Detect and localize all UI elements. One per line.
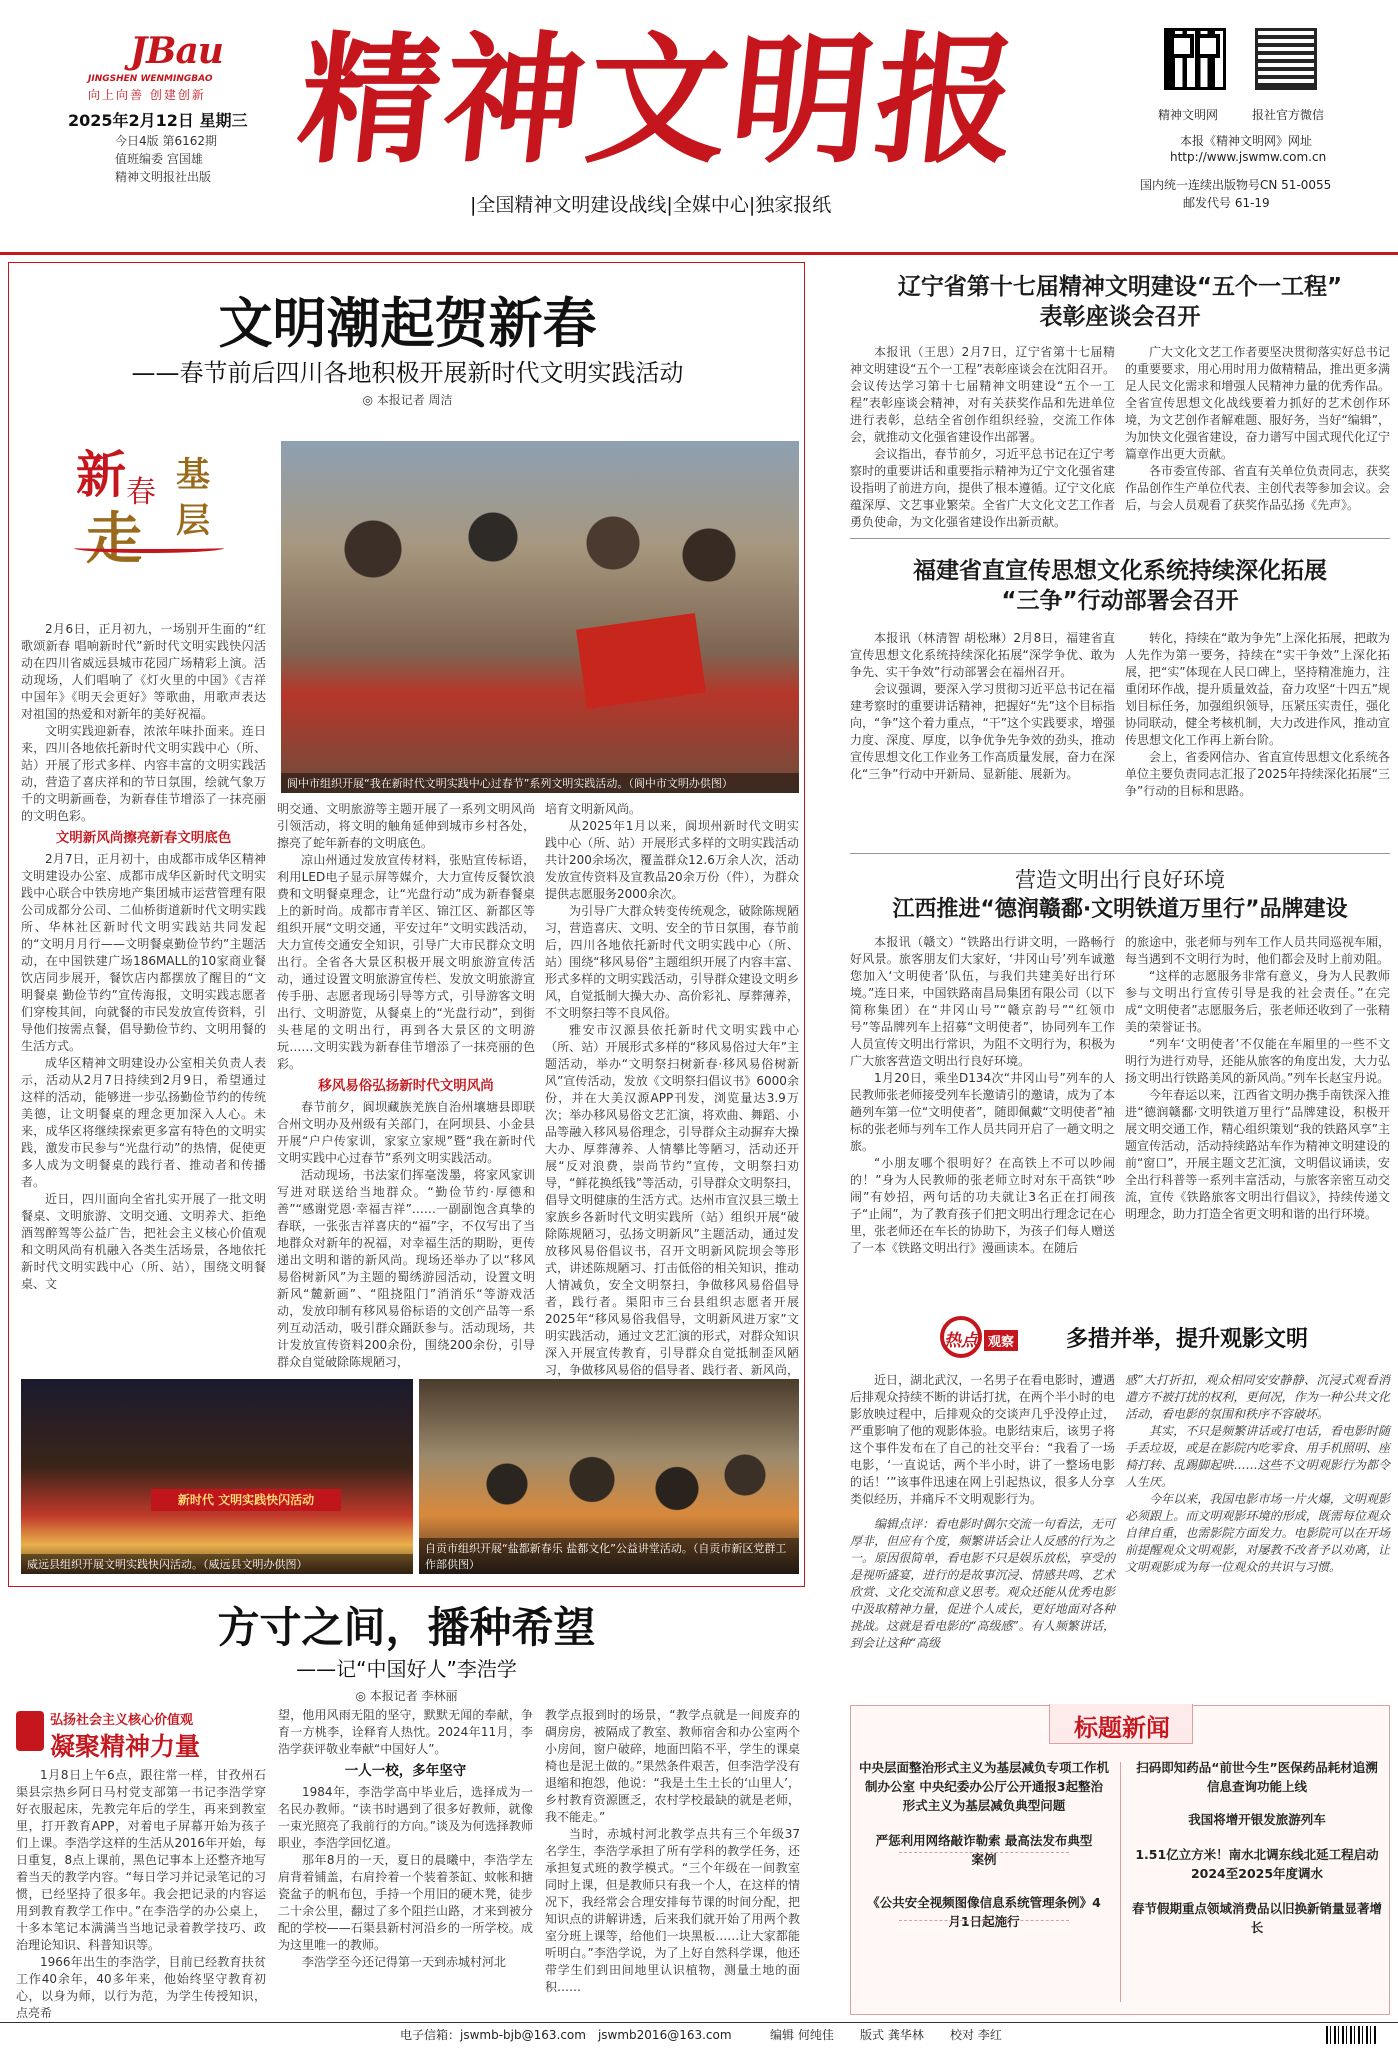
news-para: 会上，省委网信办、省直宣传思想文化系统各单位主要负责同志汇报了2025年持续深化拓展“三争”行动的目标和思路。 (1125, 750, 1390, 798)
news-jiangxi-title: 江西推进“德润赣鄱·文明铁道万里行”品牌建设 (892, 897, 1348, 922)
feature-para: 那年8月的一天，夏日的晨曦中，李浩学左肩背着铺盖，右肩拎着一个装着茶缸、蚊帐和搪瓷盆子的帆布包，手持一个用旧的硬木凳，徒步二十余公里，翻过了多个阻拦山路，才来到被分配的学校——石渠县新村河沿乡的一所学校。成为这里唯一的教师。 (278, 1853, 533, 1952)
feature-byline: ◎ 本报记者 李林丽 (355, 1689, 458, 1703)
lead-col-2 (277, 801, 535, 1371)
photo-red-couplets (576, 613, 706, 709)
news-jiangxi (850, 860, 1390, 1312)
lead-title: 文明潮起贺新春 (218, 291, 597, 355)
lead-para: 为引导广大群众转变传统观念，破除陈规陋习，营造喜庆、文明、安全的节日氛围，春节前后，四川各地依托新时代文明实践中心（所、站）围绕“移风易俗”主题组织开展了内容丰富、形式多样的文明实践活动，引导群众建设文明乡风，自觉抵制大操大办、高价彩礼、厚葬薄养，不文明祭扫等不良风俗。 (545, 904, 799, 1020)
photo-lecture (419, 1379, 799, 1574)
brief-item[interactable]: 扫码即知药品“前世今生”医保药品耗材追溯信息查询功能上线 (1136, 1760, 1378, 1794)
lead-para: 近日，四川面向全省扎实开展了一批文明餐桌、文明旅游、文明交通、文明养犬、拒绝酒驾醉驾等公益广告，把社会主义核心价值观和文明风尚有机融入各类生活场景，各地依托新时代文明实践中心（所、站），围绕文明餐桌、文 (21, 1192, 266, 1291)
lead-para: 明交通、文明旅游等主题开展了一系列文明风尚引领活动，将文明的触角延伸到城市乡村各处，擦亮了蛇年新春的文明底色。 (277, 802, 535, 850)
feature-col-1 (16, 1767, 266, 2020)
brief-item[interactable]: 春节假期重点领域消费品以旧换新销量显著增长 (1131, 1901, 1382, 1935)
comment-editorial: 其实，不只是频繁讲话或打电话，看电影时随手丢垃圾，或是在影院内吃零食、用手机照明、座椅打转、乱踢脚起哄……这些不文明观影行为都令人生厌。 (1125, 1424, 1390, 1489)
lead-subtitle: ——春节前后四川各地积极开展新时代文明实践活动 (131, 359, 684, 387)
comment-col-1 (850, 1372, 1115, 1702)
news-liaoning (850, 262, 1390, 530)
briefs-vrule (1120, 1762, 1121, 2002)
feature-para: 当时，赤城村河北教学点共有三个年级37名学生，李浩学承担了所有学科的教学任务，还承担复式班的教学模式。“三个年级在一间教室同时上课，但是教师只有我一个人，在这样的情况下，我经常会合理安排每节课的时间分配，把知识点的讲解讲透，后来我们就开始了用两个教室分班上课等，给他们一块黑板……让大家都能听明白。”李浩学说，为了上好自然科学课，他还带学生们到田间地里认识植物，测量土地的面积…… (545, 1827, 800, 1994)
news-jiangxi-col-1 (850, 934, 1115, 1310)
feature-para: 1月8日上午6点，跟往常一样，甘孜州石渠县宗热乡阿日马村党支部第一书记李浩学穿好衣服起床，先教完年后的学生，再来到教室里，打开教育APP，对着电子屏幕开始为孩子们上课。李浩学这样的生活从2016年开始，每日重复，8点上课前，黑色记事本上还整齐地写着当天的教学内容。“每日学习并记录笔记的习惯，已经坚持了很多年。我会把记录的内容运用到教育教学工作中。”在李浩学的办公桌上，十多本笔记本满满当当地记录着教学技巧、政治理论知识、科普知识等。 (16, 1768, 266, 1952)
logo-mark: JBau (130, 30, 223, 72)
news-fujian (850, 546, 1390, 846)
lead-para: 凉山州通过发放宣传材料，张贴宣传标语，利用LED电子显示屏等媒介，大力宣传反餐饮浪费和文明餐桌理念，让“光盘行动”成为新春餐桌上的新时尚。成都市青羊区、锦江区、新都区等组织开展“文明交通，平安过年”文明实践活动，大力宣传交通安全知识，引导广大市民群众文明出行。全省各大景区积极开展文明旅游宣传活动，通过设置文明旅游宣传栏、发放文明旅游宣传手册、志愿者现场引导等方式，引导游客文明出行、文明游览，从餐桌上的“光盘行动”，到街头巷尾的文明出行，再到各大景区的文明游玩……文明实践为新春佳节增添了一抹亮丽的色彩。 (277, 853, 535, 1071)
lead-subhead-2: 移风易俗弘扬新时代文明风尚 (318, 1078, 494, 1094)
lead-para: 文明实践迎新春，浓浓年味扑面来。连日来，四川各地依托新时代文明实践中心（所、站）开展了形式多样、内容丰富的文明实践活动，营造了喜庆祥和的节日氛围，绘就气象万千的文明新画卷，为新春佳节增添了一抹亮丽的文明色彩。 (21, 724, 266, 823)
website-label: 本报《精神文明网》网址 (1180, 134, 1313, 148)
news-liaoning-title-1: 辽宁省第十七届精神文明建设“五个一工程” (897, 274, 1343, 300)
briefs-right (1131, 1758, 1383, 2008)
lead-col-3 (545, 801, 799, 1377)
brief-item[interactable]: 1.51亿立方米！南水北调东线北延工程启动2024至2025年度调水 (1135, 1847, 1379, 1881)
divider (850, 538, 1390, 539)
badge-char-2: 春 (126, 475, 156, 510)
lead-para: 成华区精神文明建设办公室相关负责人表示，活动从2月7日持续到2月9日，希望通过这样的活动，能够进一步弘扬勤俭节约的传统美德，让文明餐桌的理念更加深入人心。未来，成华区将继续探索更多富有特色的文明实践，激发市民参与“光盘行动”的热情，促使更多人成为文明餐桌的践行者、推动者和传播者。 (21, 1056, 266, 1189)
news-para: 会议指出，春节前夕，习近平总书记在辽宁考察时的重要讲话和重要指示精神为辽宁文化强省建设指明了前进方向，提供了根本遵循。辽宁文化底蕴深厚、文艺事业繁荣。全省广大文化文艺工作者勇负使命，为文化强省建设作出新贡献。 (850, 447, 1115, 529)
masthead-rule (0, 252, 1398, 255)
byline-text: 本报记者 周洁 (376, 393, 453, 407)
lead-col-1 (21, 621, 266, 1371)
news-para: “这样的志愿服务非常有意义，身为人民教师参与文明出行宣传引导是我的社会责任。”在完成“文明使者”志愿服务后，张老师还收到了一张精美的荣誉证书。 (1125, 969, 1390, 1034)
lead-byline: ◎ 本报记者 周洁 (362, 393, 453, 407)
photo-children (439, 1439, 779, 1529)
footer-layout: 版式 龚华林 (860, 2028, 924, 2042)
brief-item[interactable]: 《公共安全视频图像信息系统管理条例》4月1日起施行 (867, 1895, 1101, 1929)
news-para: 会议强调，要深入学习贯彻习近平总书记在福建考察时的重要讲话精神，把握好“先”这个目标指向，“争”这个着力重点，“干”这个实践要求，增强力度、深度、厚度，以争优争先争效的劲头，推动宣传思想文化工作业务工作高质量发展，奋力在深化“三争”行动中开新局、显新能、展新为。 (850, 682, 1115, 781)
feature-para: 李浩学至今还记得第一天到赤城村河北 (302, 1955, 507, 1969)
news-fujian-title-1: 福建省直宣传思想文化系统持续深化拓展 (913, 558, 1327, 584)
nav-item-media[interactable]: 全媒中心 (672, 194, 749, 216)
newspaper-title: 精神文明报 (291, 19, 1029, 183)
briefs-left (859, 1758, 1109, 2008)
photo-crowd (301, 501, 781, 621)
news-para: 本报讯（赣文）“铁路出行讲文明，一路畅行好风景。旅客朋友们大家好，‘井冈山号’列车诚邀您加入‘文明使者’队伍，与我们共建美好出行环境。”连日来，中国铁路南昌局集团有限公司（以下简称集团）在“井冈山号”“赣京韵号”“红领巾号”等品牌列车上招募“文明使者”，协同列车工作人员宣传文明出行常识，为阻不文明行为，积极为广大旅客营造文明出行良好环境。 (850, 935, 1115, 1068)
footer-proof: 校对 李红 (950, 2028, 1002, 2042)
qr-wechat-label: 报社官方微信 (1252, 108, 1325, 122)
feature-para: 1984年，李浩学高中毕业后，选择成为一名民办教师。“读书时遇到了很多好教师，就像一束光照亮了我前行的方向。”谈及为何选择教师职业，李浩学回忆道。 (278, 1785, 533, 1850)
qr-code-wechat[interactable] (1255, 28, 1317, 90)
nav-divider: | (470, 194, 477, 216)
feature-para: 1966年出生的李浩学，目前已经教育扶贫工作40余年，40多年来，他始终坚守教育初心，以身为师，以行为范，为学生传授知识，点亮希 (16, 1955, 266, 2020)
footer-editor: 编辑 何纯佳 (770, 2028, 834, 2042)
photo-calligraphy (281, 441, 799, 793)
badge-swoosh (74, 543, 224, 553)
photo-lecture-caption: 自贡市组织开展“盐都新春乐 盐都文化”公益讲堂活动。（自贡市新区党群工作部供图） (419, 1538, 799, 1574)
lead-para: 2月7日，正月初十，由成都市成华区精神文明建设办公室、成都市成华区新时代文明实践中心联合中铁房地产集团城市运营管理有限公司成都分公司、二仙桥街道新时代文明实践所、华林社区新时代文明实践站共同发起的“文明月月行——文明餐桌勤俭节约”主题活动，在中国铁建广场186MALL的10家商业餐饮店同步展开，餐饮店内都摆放了醒目的“文明餐桌 勤俭节约”宣传海报，文明实践志愿者们穿梭其间，向就餐的市民发放宣传资料，引导他们按需点餐，倡导勤俭节约、文明用餐的生活方式。 (21, 852, 266, 1053)
photo-calligraphy-caption: 阆中市组织开展“我在新时代文明实践中心过春节”系列文明实践活动。（阆中市文明办供图） (281, 773, 799, 793)
news-liaoning-title-2: 表彰座谈会召开 (1039, 304, 1201, 330)
news-fujian-title-2: “三争”行动部署会召开 (1001, 588, 1239, 614)
feature-title: 方寸之间，播种希望 (217, 1603, 596, 1652)
nav-divider: | (748, 194, 756, 216)
duty-editor: 值班编委 宫国雄 (115, 152, 203, 166)
lead-para: 活动现场，书法家们挥毫泼墨，将家风家训写进对联送给当地群众。“勤俭节约·厚德和善”“感谢党恩·幸福吉祥”……一副副饱含真挚的春联，一张张吉祥喜庆的“福”字，不仅写出了当地群众对新年的祝福，对幸福生活的期盼，更传递出文明和谐的新风尚。现场还举办了以“移风易俗树新风”为主题的蜀绣游园活动，设置文明新风“麓新画”、“阻挠阻门”消消乐“等游戏活动，发放印制有移风易俗标语的文创产品等一系列互动活动，吸引群众踊跃参与。活动现场，共计发放宣传资料200余份，围绕200余份，引导群众自觉破除陈规陋习， (277, 1168, 535, 1369)
comment-editorial: 编辑点评：看电影时偶尔交流一句看法，无可厚非，但应有个度，频繁讲话会让人反感的行为之一。原因很简单，看电影不只是娱乐放松，享受的是视听盛宴，进行的是故事沉浸、情感共鸣、艺术欣赏、文化交流和意义思考。观众还能从优秀电影中汲取精神力量，促进个人成长，更好地面对各种挑战。这就是看电影的“高级感”。有人频繁讲话，到会让这种“高级 (850, 1517, 1115, 1650)
briefs-header (1049, 1704, 1193, 1744)
news-para: 近日，湖北武汉，一名男子在看电影时，遭遇后排观众持续不断的讲话打扰，在两个半小时的电影放映过程中，后排观众的交谈声几乎没停止过，严重影响了他的观影体验。电影结束后，该男子将这个事件发布在了自己的社交平台：“我看了一场电影，‘一直说话，两个半小时，讲了一整场电影的话！’”该事件迅速在网上引起热议，很多人分享类似经历，并痛斥不文明观影行为。 (850, 1373, 1115, 1506)
masthead (0, 0, 1398, 258)
masthead-nav (470, 190, 1030, 216)
values-badge-main: 凝聚精神力量 (50, 1732, 201, 1761)
news-para: 本报讯（林清智 胡松琳）2月8日，福建省直宣传思想文化系统持续深化拓展“深学争优、敢为争先、实干争效”行动部署会在福州召开。 (850, 631, 1115, 679)
values-badge-top: 弘扬社会主义核心价值观 (50, 1713, 194, 1728)
barcode-icon (1326, 2026, 1376, 2044)
comment-col-2 (1125, 1372, 1390, 1702)
lead-subhead-1: 文明新风尚擦亮新春文明底色 (55, 830, 232, 846)
values-badge (16, 1707, 256, 1759)
hot-comment (850, 1312, 1390, 1704)
news-para: 的旅途中，张老师与列车工作人员共同巡视车厢，每当遇到不文明行为时，他们都会及时上前劝阻。 (1125, 935, 1390, 966)
nav-item-exclusive[interactable]: 独家报纸 (755, 194, 832, 216)
cn-number: 国内统一连续出版物号CN 51-0055 (1140, 178, 1332, 192)
brief-item[interactable]: 中央层面整治形式主义为基层减负专项工作机制办公室 中央纪委办公厅公开通报3起整治形式主义为基层减负典型问题 (859, 1760, 1110, 1813)
badge-char-5: 走 (86, 506, 142, 572)
brief-divider (899, 1920, 1069, 1921)
news-fujian-col-1 (850, 630, 1115, 842)
briefs-header-text: 标题新闻 (1074, 1713, 1170, 1742)
badge-word-1: 热点 (944, 1331, 978, 1351)
post-code: 邮发代号 61-19 (1183, 196, 1270, 210)
badge-char-1: 新 (76, 445, 126, 504)
footer (0, 2026, 1398, 2046)
footer-rule (0, 2022, 1398, 2023)
badge-char-3: 基 (176, 455, 210, 495)
brief-item[interactable]: 我国将增开银发旅游列车 (1188, 1812, 1326, 1827)
news-para: 今年春运以来，江西省文明办携手南铁深入推进“德润赣鄱·文明铁道万里行”品牌建设，积极开展文明交通工作，精心组织策划“我的铁路风享”主题宣传活动，活动持续路站车作为精神文明建设的前“窗口”，开展主题文艺汇演，文明倡议诵读，安全出行科普等一系列丰富活动，与旅客亲密互动交流，宣传《铁路旅客文明出行倡议》，持续传递文明理念，助力打造全省更文明和谐的出行环境。 (1125, 1088, 1390, 1221)
spring-badge (64, 435, 239, 572)
qr-website-label: 精神文明网 (1158, 108, 1219, 122)
lead-story (8, 262, 805, 1587)
lead-para: 春节前夕，阆坝藏族羌族自治州壤塘县即联合州文明办及州级有关部门，在阿坝县、小金县开展“户户传家训，家家立家规”暨“我在新时代文明实践中心过春节”系列文明实践活动。 (277, 1100, 535, 1165)
values-badge-icon (16, 1711, 44, 1751)
feature-para: 望，他用风雨无阻的坚守，默默无闻的奉献，争育一方桃李，诠释育人热忱。2024年11月，李浩学获评敬业奉献“中国好人”。 (278, 1708, 533, 1756)
photo-flashmob (21, 1379, 413, 1574)
logo-english: JINGSHEN WENMINGBAO (88, 74, 213, 84)
news-para: 本报讯（王思）2月7日，辽宁省第十七届精神文明建设“五个一工程”表彰座谈会在沈阳召开。会议传达学习第十七届精神文明建设“五个一工程”表彰座谈会精神，对有关获奖作品和先进单位进行表彰，总结全省创作组织经验，交流工作体会，就推动文化强省建设作出部署。 (850, 345, 1115, 444)
photo-flashmob-caption: 威远县组织开展文明实践快闪活动。（威远县文明办供图） (21, 1554, 413, 1574)
byline-text: 本报记者 李林丽 (369, 1689, 458, 1703)
news-para: 转化，持续在“敢为争先”上深化拓展，把敢为人先作为第一要务，持续在“实干争效”上深化拓展，把“实”体现在人民口碑上，坚持精准施力，注重闭环作战，提升质量效益，奋力攻坚“十四五”规划目标任务，加强组织领导，压紧压实责任，强化协同联动，健全考核机制，大力改进作风，推动宣传思想文化工作再上新台阶。 (1125, 631, 1390, 747)
lead-para: 雅安市汉源县依托新时代文明实践中心（所、站）开展形式多样的“移风易俗过大年”主题活动，举办“文明祭扫树新春·移风易俗树新风”宣传活动，发放《文明祭扫倡议书》6000余份，并在大美汉源APP刊发，浏览量达3.9万次；举办移风易俗文艺汇演，将欢曲、舞蹈、小品等融入移风易俗理念，引导群众主动摒弃大操大办、厚葬薄养、人情攀比等陋习，活动还开展“反对浪费，崇尚节约”宣传，文明祭扫劝导，“鲜花换纸钱”等活动，引导群众文明祭扫，倡导文明健康的生活方式。达州市宣汉县三墩土家族乡各新时代文明实践所（站）组织开展“破除陈规陋习，弘扬文明新风”主题活动，通过发放移风易俗倡议书，召开文明新风院坝会等形式，讲述陈规陋习、打击低俗的相关知识，推动人情减负，安全文明祭扫，争做移风易俗倡导者，践行者。渠阳市三台县组织志愿者开展2025年“移风易俗我倡导，文明新风进万家”文明实践活动，通过文艺汇演的形式，对群众知识深入开展宣传教育，引导群众自觉抵制歪风陋习，争做移风易俗的倡导者、践行者、新风尚， (545, 1023, 799, 1377)
divider (850, 853, 1390, 854)
lead-para: 培育文明新风尚。 (545, 802, 642, 816)
website-url[interactable]: http://www.jswmw.com.cn (1170, 150, 1327, 164)
news-para: 广大文化文艺工作者要坚决贯彻落实好总书记的重要要求，用心用时用力做精精品，推出更多满足人民文化需求和增强人民精神力量的优秀作品。全省宣传思想文化战线要着力抓好的艺术创作环境，为文艺创作者解难题、服好务，当好“编辑”，为加快文化强省建设，奋力谱写中国式现代化辽宁篇章作出更大贡献。 (1125, 345, 1390, 461)
brief-item[interactable]: 严惩利用网络敲诈勒索 最高法发布典型案例 (875, 1833, 1093, 1867)
feature-subtitle: ——记“中国好人”李浩学 (296, 1657, 517, 1681)
logo-slogan: 向上向善 创建创新 (88, 88, 206, 102)
newspaper-logo (88, 30, 268, 102)
headline-briefs (850, 1705, 1390, 2015)
feature-col-2 (278, 1707, 533, 2012)
badge-char-4: 层 (176, 501, 210, 541)
news-liaoning-col-1 (850, 344, 1115, 530)
news-para: “列车‘文明使者’不仅能在车厢里的一些不文明行为进行劝导，还能从旅客的角度出发，大力弘扬文明出行铁路美风的新风尚。”列车长赵宝丹说。 (1125, 1037, 1390, 1085)
feature-story (8, 1595, 805, 2020)
news-liaoning-col-2 (1125, 344, 1390, 530)
nav-item-strip[interactable]: 全国精神文明建设战线 (476, 194, 667, 216)
badge-word-2: 观察 (984, 1330, 1018, 1351)
qr-code-website[interactable] (1164, 28, 1226, 90)
feature-subhead: 一人一校，多年坚守 (344, 1763, 467, 1779)
news-jiangxi-col-2 (1125, 934, 1390, 1310)
news-para: 1月20日，乘坐D134次“井冈山号”列车的人民教师张老师接受列车长邀请引的邀请，成为了本趟列车第一位“文明使者”，随即佩戴“文明使者”袖标的张老师与列车工作人员共同开启了一趟文明之旅。 (850, 1071, 1115, 1153)
news-fujian-col-2 (1125, 630, 1390, 842)
publisher: 精神文明报社出版 (115, 170, 212, 184)
nav-divider: | (666, 194, 673, 216)
issue-number: 今日4版 第6162期 (115, 134, 217, 148)
feature-col-3 (545, 1707, 800, 2012)
comment-editorial: 感”大打折扣，观众相同安安静静、沉浸式观看消遣方不被打扰的权利，更何况，作为一种公共文化活动，看电影的氛围和秩序不容破坏。 (1125, 1373, 1390, 1421)
lead-para: 从2025年1月以来，阆坝州新时代文明实践中心（所、站）开展形式多样的文明实践活动共计200余场次，覆盖群众12.6万余人次，活动发放宣传资料及宣教品20余万份（件），为群众提供志愿服务2000余次。 (545, 819, 799, 901)
news-jiangxi-kicker: 营造文明出行良好环境 (1015, 868, 1225, 892)
news-para: “小朋友哪个很明好？在高铁上不可以吵闹的！”身为人民教师的张老师立时对东干高铁“吵闹”有妙招，两句话的功夫就让3名正在打闹孩子“止闹”，为了教育孩子们把文明出行理念记在心里，张老师还在车长的协助下，为孩子们每人赠送了一本《铁路文明出行》漫画读本。在随后 (850, 1156, 1115, 1255)
feature-para: 教学点报到时的场景，“教学点就是一间废弃的碉房房，被隔成了教室、教师宿舍和办公室两个小房间，窗户破碎，地面凹陷不平，学生的课桌椅也是泥土做的。”果然条件艰苦，但李浩学没有退缩和抱怨，他说：“我是土生土长的‘山里人’，乡村教育资源匮乏，农村学校最缺的就是老师，我不能走。” (545, 1708, 800, 1824)
comment-editorial: 今年以来，我国电影市场一片火爆，文明观影必须跟上。而文明观影环境的形成，既需每位观众自律自重，也需影院方面发力。电影院可以在开场前提醒观众文明观影，对屡教不改者予以劝离，让文明观影成为每一位观众的共识与习惯。 (1125, 1492, 1390, 1574)
issue-date: 2025年2月12日 星期三 (68, 111, 248, 130)
brief-divider (899, 1852, 1069, 1853)
footer-email[interactable]: 电子信箱：jswmb-bjb@163.com jswmb2016@163.com (400, 2028, 732, 2042)
photo-banner: 新时代 文明实践快闪活动 (151, 1489, 341, 1511)
news-para: 各市委宣传部、省直有关单位负责同志，获奖作品创作生产单位代表、主创代表等参加会议。会后，与会人员观看了获奖作品弘扬《先声》。 (1125, 464, 1390, 512)
lead-para: 2月6日，正月初九，一场别开生面的“红歌颂新春 唱响新时代”新时代文明实践快闪活动在四川省威远县城市花园广场精彩上演。活动现场，人们唱响了《灯火里的中国》《吉祥中国年》《明天会更好》等歌曲，用歌声表达对祖国的热爱和对新年的美好祝福。 (21, 622, 266, 721)
hot-comment-title: 多措并举，提升观影文明 (1066, 1327, 1309, 1352)
hot-comment-badge (930, 1316, 1040, 1362)
